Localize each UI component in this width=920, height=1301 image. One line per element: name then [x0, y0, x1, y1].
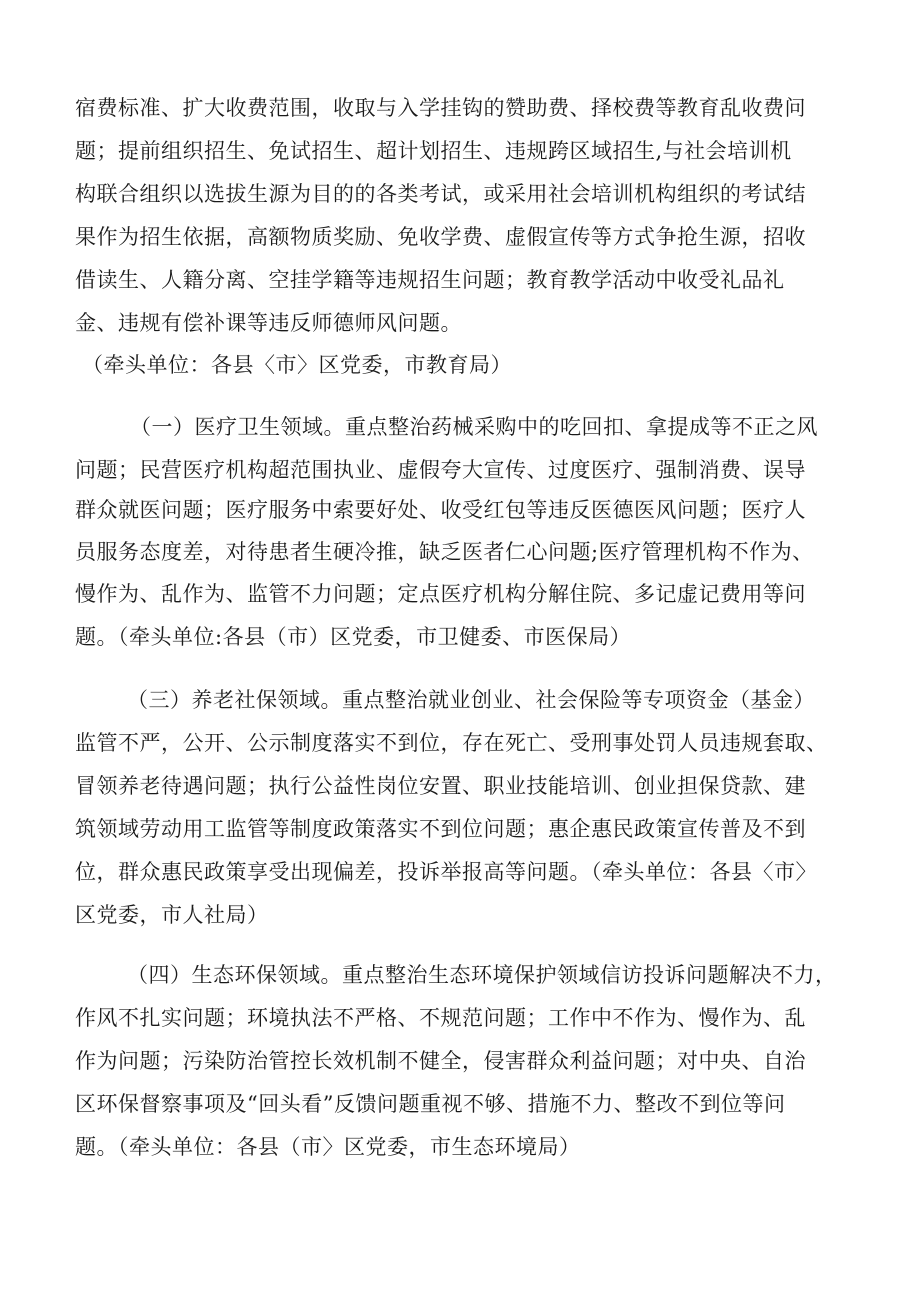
- text-line: 问题；民营医疗机构超范围执业、虚假夸大宣传、过度医疗、强制消费、误导: [75, 458, 806, 482]
- text-line: （牵头单位：各县〈市〉区党委，市教育局）: [82, 353, 512, 377]
- text-line: 筑领域劳动用工监管等制度政策落实不到位问题；惠企惠民政策宣传普及不到: [75, 817, 806, 841]
- text-line: （四）生态环保领域。重点整治生态环境保护领域信访投诉问题解决不力，: [127, 963, 837, 987]
- text-line: 监管不严，公开、公示制度落实不到位，存在死亡、受刑事处罚人员违规套取、: [75, 731, 828, 755]
- text-line: 区党委，市人社局）: [75, 903, 269, 927]
- text-line: 区环保督察事项及“回头看”反馈问题重视不够、措施不力、整改不到位等问: [75, 1092, 786, 1116]
- text-line: 作为问题；污染防治管控长效机制不健全，侵害群众利益问题；对中央、自治: [75, 1049, 806, 1073]
- text-line: 作风不扎实问题；环境执法不严格、不规范问题；工作中不作为、慢作为、乱: [75, 1006, 806, 1030]
- text-line: 冒领养老待遇问题；执行公益性岗位安置、职业技能培训、创业担保贷款、建: [75, 774, 806, 798]
- text-line: （三）养老社保领域。重点整治就业创业、社会保险等专项资金（基金）: [127, 688, 815, 712]
- text-line: 金、违规有偿补课等违反师德师风问题。: [75, 311, 462, 335]
- text-line: 位，群众惠民政策享受出现偏差，投诉举报高等问题。（牵头单位：各县〈市〉: [75, 860, 817, 884]
- text-line: 题；提前组织招生、免试招生、超计划招生、违规跨区域招生,与社会培训机: [75, 139, 792, 163]
- text-line: 题。（牵头单位：各县（市〉区党委，市生态环境局）: [75, 1135, 581, 1159]
- text-line: 群众就医问题；医疗服务中索要好处、收受红包等违反医德医风问题；医疗人: [75, 498, 806, 522]
- text-line: 员服务态度差，对待患者生硬冷推，缺乏医者仁心问题;医疗管理机构不作为、: [75, 540, 814, 564]
- text-line: 题。（牵头单位:各县（市）区党委，市卫健委、市医保局）: [75, 625, 632, 649]
- text-line: 宿费标准、扩大收费范围，收取与入学挂钩的赞助费、择校费等教育乱收费问: [75, 96, 806, 120]
- text-line: 慢作为、乱作为、监管不力问题；定点医疗机构分解住院、多记虚记费用等问: [75, 582, 806, 606]
- text-line: 借读生、人籍分离、空挂学籍等违规招生问题；教育教学活动中收受礼品礼: [75, 268, 785, 292]
- text-line: （一）医疗卫生领域。重点整治药械采购中的吃回扣、拿提成等不正之风: [130, 415, 818, 439]
- text-line: 果作为招生依据，高额物质奖励、免收学费、虚假宣传等方式争抢生源，招收: [75, 225, 806, 249]
- text-line: 构联合组织以选拔生源为目的的各类考试，或采用社会培训机构组织的考试结: [75, 182, 806, 206]
